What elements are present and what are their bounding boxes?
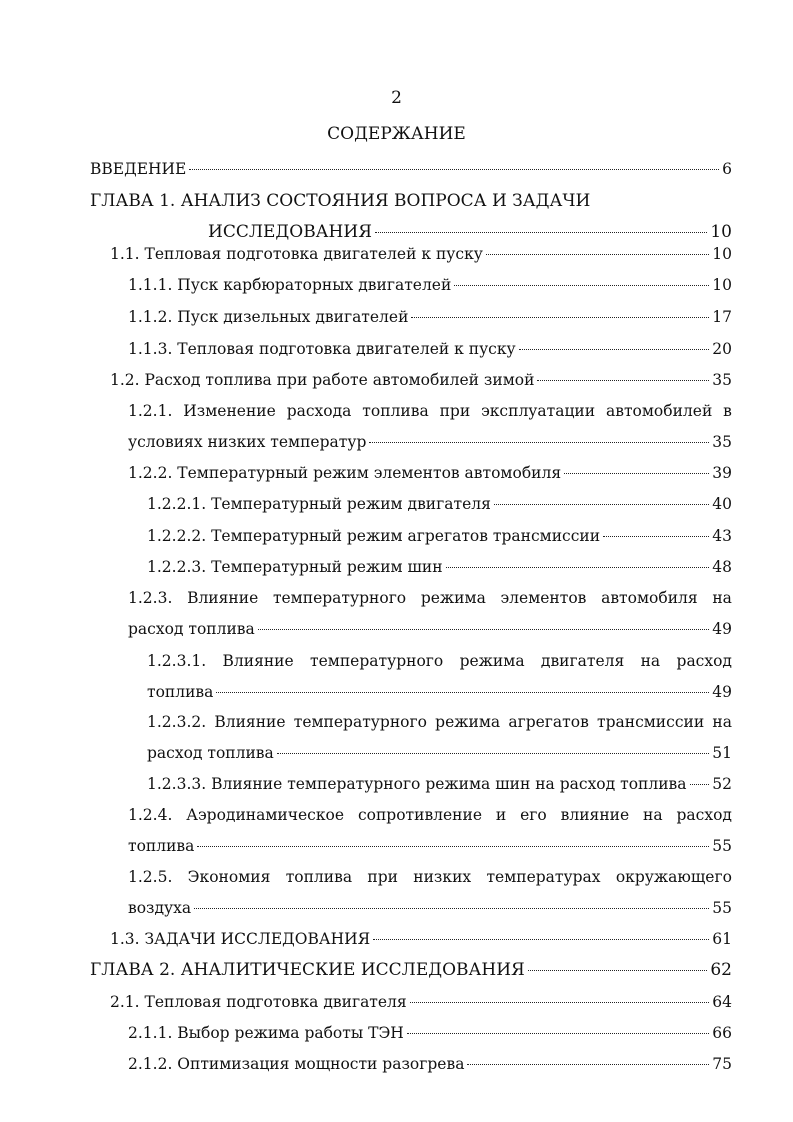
toc-entry-title: 1.2.2.2. Температурный режим агрегатов трансмиссии xyxy=(147,527,601,545)
toc-entry-title: топлива xyxy=(147,683,214,701)
toc-entry-line xyxy=(147,680,732,704)
toc-entry-line xyxy=(90,958,732,982)
leader-dots xyxy=(603,536,709,537)
toc-entry-page: 20 xyxy=(712,340,732,358)
toc-entry-line xyxy=(128,834,732,858)
leader-dots xyxy=(486,254,709,255)
toc-entry-page: 35 xyxy=(712,371,732,389)
toc-entry-title: 1.1.1. Пуск карбюраторных двигателей xyxy=(128,276,452,294)
toc-entry-line xyxy=(208,220,732,244)
leader-dots xyxy=(375,232,707,233)
toc-entry-title: 1.2.2. Температурный режим элементов автомобиля xyxy=(128,464,562,482)
toc-entry-title: 1.2.2.1. Температурный режим двигателя xyxy=(147,495,491,513)
leader-dots xyxy=(369,442,709,443)
toc-entry-line xyxy=(110,990,732,1014)
toc-entry-page: 64 xyxy=(712,993,732,1011)
toc-entry-title: 1.3. ЗАДАЧИ ИССЛЕДОВАНИЯ xyxy=(110,930,371,948)
toc-entry-title: 2.1. Тепловая подготовка двигателя xyxy=(110,993,407,1011)
toc-entry-line xyxy=(90,189,590,213)
toc-entry-line xyxy=(147,555,732,579)
toc-entry-title: 2.1.2. Оптимизация мощности разогрева xyxy=(128,1055,465,1073)
toc-entry-title: воздуха xyxy=(128,899,192,917)
toc-entry-line xyxy=(128,337,732,361)
toc-entry-page: 55 xyxy=(712,899,732,917)
toc-entry-title-first-line: ГЛАВА 1. АНАЛИЗ СОСТОЯНИЯ ВОПРОСА И ЗАДАЧИ xyxy=(90,191,591,211)
toc-entry-page: 49 xyxy=(712,620,732,638)
toc-entry-title: 1.2. Расход топлива при работе автомобилей зимой xyxy=(110,371,535,389)
toc-entry-page: 51 xyxy=(712,744,732,762)
toc-entry-title-first-line: 1.2.1. Изменение расхода топлива при эксплуатации автомобилей в xyxy=(128,402,732,420)
leader-dots xyxy=(189,169,719,170)
toc-entry-page: 55 xyxy=(712,837,732,855)
toc-entry-title: ВВЕДЕНИЕ xyxy=(90,160,187,178)
toc-entry-page: 17 xyxy=(712,308,732,326)
toc-title: СОДЕРЖАНИЕ xyxy=(327,124,466,144)
toc-entry-line xyxy=(147,710,732,734)
leader-dots xyxy=(528,970,708,971)
toc-entry-line xyxy=(128,461,732,485)
toc-entry-line xyxy=(110,242,732,266)
leader-dots xyxy=(194,908,709,909)
toc-entry-page: 49 xyxy=(712,683,732,701)
leader-dots xyxy=(411,317,709,318)
toc-entry-page: 35 xyxy=(712,433,732,451)
toc-entry-page: 61 xyxy=(712,930,732,948)
toc-entry-line xyxy=(128,305,732,329)
leader-dots xyxy=(373,939,709,940)
toc-entry-title: условиях низких температур xyxy=(128,433,367,451)
toc-entry-title: ГЛАВА 2. АНАЛИТИЧЕСКИЕ ИССЛЕДОВАНИЯ xyxy=(90,960,525,980)
toc-entry-title: 1.2.3.3. Влияние температурного режима шин на расход топлива xyxy=(147,775,687,793)
toc-entry-line xyxy=(147,524,732,548)
toc-entry-title: 1.1.3. Тепловая подготовка двигателей к пуску xyxy=(128,340,516,358)
toc-entry-line xyxy=(147,649,732,673)
leader-dots xyxy=(519,349,710,350)
toc-entry-title-first-line: 1.2.3.2. Влияние температурного режима агрегатов трансмиссии на xyxy=(147,713,732,731)
toc-entry-page: 48 xyxy=(712,558,732,576)
toc-entry-page: 40 xyxy=(712,495,732,513)
toc-entry-line xyxy=(128,896,732,920)
leader-dots xyxy=(258,629,709,630)
toc-entry-page: 39 xyxy=(712,464,732,482)
toc-entry-line xyxy=(110,927,732,951)
toc-entry-title-first-line: 1.2.4. Аэродинамическое сопротивление и его влияние на расход xyxy=(128,806,732,824)
toc-entry-title-first-line: 1.2.3. Влияние температурного режима элементов автомобиля на xyxy=(128,589,732,607)
leader-dots xyxy=(216,692,709,693)
toc-entry-line xyxy=(128,586,732,610)
toc-entry-line xyxy=(147,741,732,765)
toc-entry-title: 1.2.2.3. Температурный режим шин xyxy=(147,558,443,576)
toc-entry-line xyxy=(128,617,732,641)
toc-entry-title: топлива xyxy=(128,837,195,855)
leader-dots xyxy=(494,504,709,505)
toc-entry-page: 10 xyxy=(712,245,732,263)
toc-entry-line xyxy=(110,368,732,392)
toc-entry-page: 6 xyxy=(722,160,732,178)
page-number: 2 xyxy=(391,88,402,108)
toc-entry-line xyxy=(128,803,732,827)
toc-entry-line xyxy=(128,430,732,454)
toc-entry-title-first-line: 1.2.3.1. Влияние температурного режима двигателя на расход xyxy=(147,652,732,670)
toc-entry-title: 1.1. Тепловая подготовка двигателей к пуску xyxy=(110,245,483,263)
toc-entry-line xyxy=(128,1021,732,1045)
toc-entry-line xyxy=(128,273,732,297)
toc-entry-page: 66 xyxy=(712,1024,732,1042)
toc-entry-page: 52 xyxy=(712,775,732,793)
leader-dots xyxy=(407,1033,709,1034)
leader-dots xyxy=(197,846,709,847)
toc-entry-title: 1.1.2. Пуск дизельных двигателей xyxy=(128,308,409,326)
toc-entry-page: 10 xyxy=(712,276,732,294)
toc-entry-title: 2.1.1. Выбор режима работы ТЭН xyxy=(128,1024,404,1042)
toc-entry-title-first-line: 1.2.5. Экономия топлива при низких температурах окружающего xyxy=(128,868,732,886)
toc-entry-page: 62 xyxy=(710,960,732,980)
toc-entry-line xyxy=(128,399,732,423)
toc-entry-line xyxy=(128,865,732,889)
toc-entry-line xyxy=(147,492,732,516)
leader-dots xyxy=(446,567,710,568)
toc-entry-line xyxy=(147,772,732,796)
leader-dots xyxy=(454,285,709,286)
toc-entry-page: 43 xyxy=(712,527,732,545)
leader-dots xyxy=(467,1064,709,1065)
leader-dots xyxy=(690,784,710,785)
toc-entry-title: расход топлива xyxy=(128,620,255,638)
toc-entry-line xyxy=(90,157,732,181)
leader-dots xyxy=(277,753,709,754)
toc-entry-title: ИССЛЕДОВАНИЯ xyxy=(208,222,372,242)
leader-dots xyxy=(564,473,709,474)
toc-entry-page: 10 xyxy=(710,222,732,242)
leader-dots xyxy=(410,1002,710,1003)
toc-entry-title: расход топлива xyxy=(147,744,274,762)
toc-entry-line xyxy=(128,1052,732,1076)
toc-entry-page: 75 xyxy=(712,1055,732,1073)
leader-dots xyxy=(537,380,709,381)
